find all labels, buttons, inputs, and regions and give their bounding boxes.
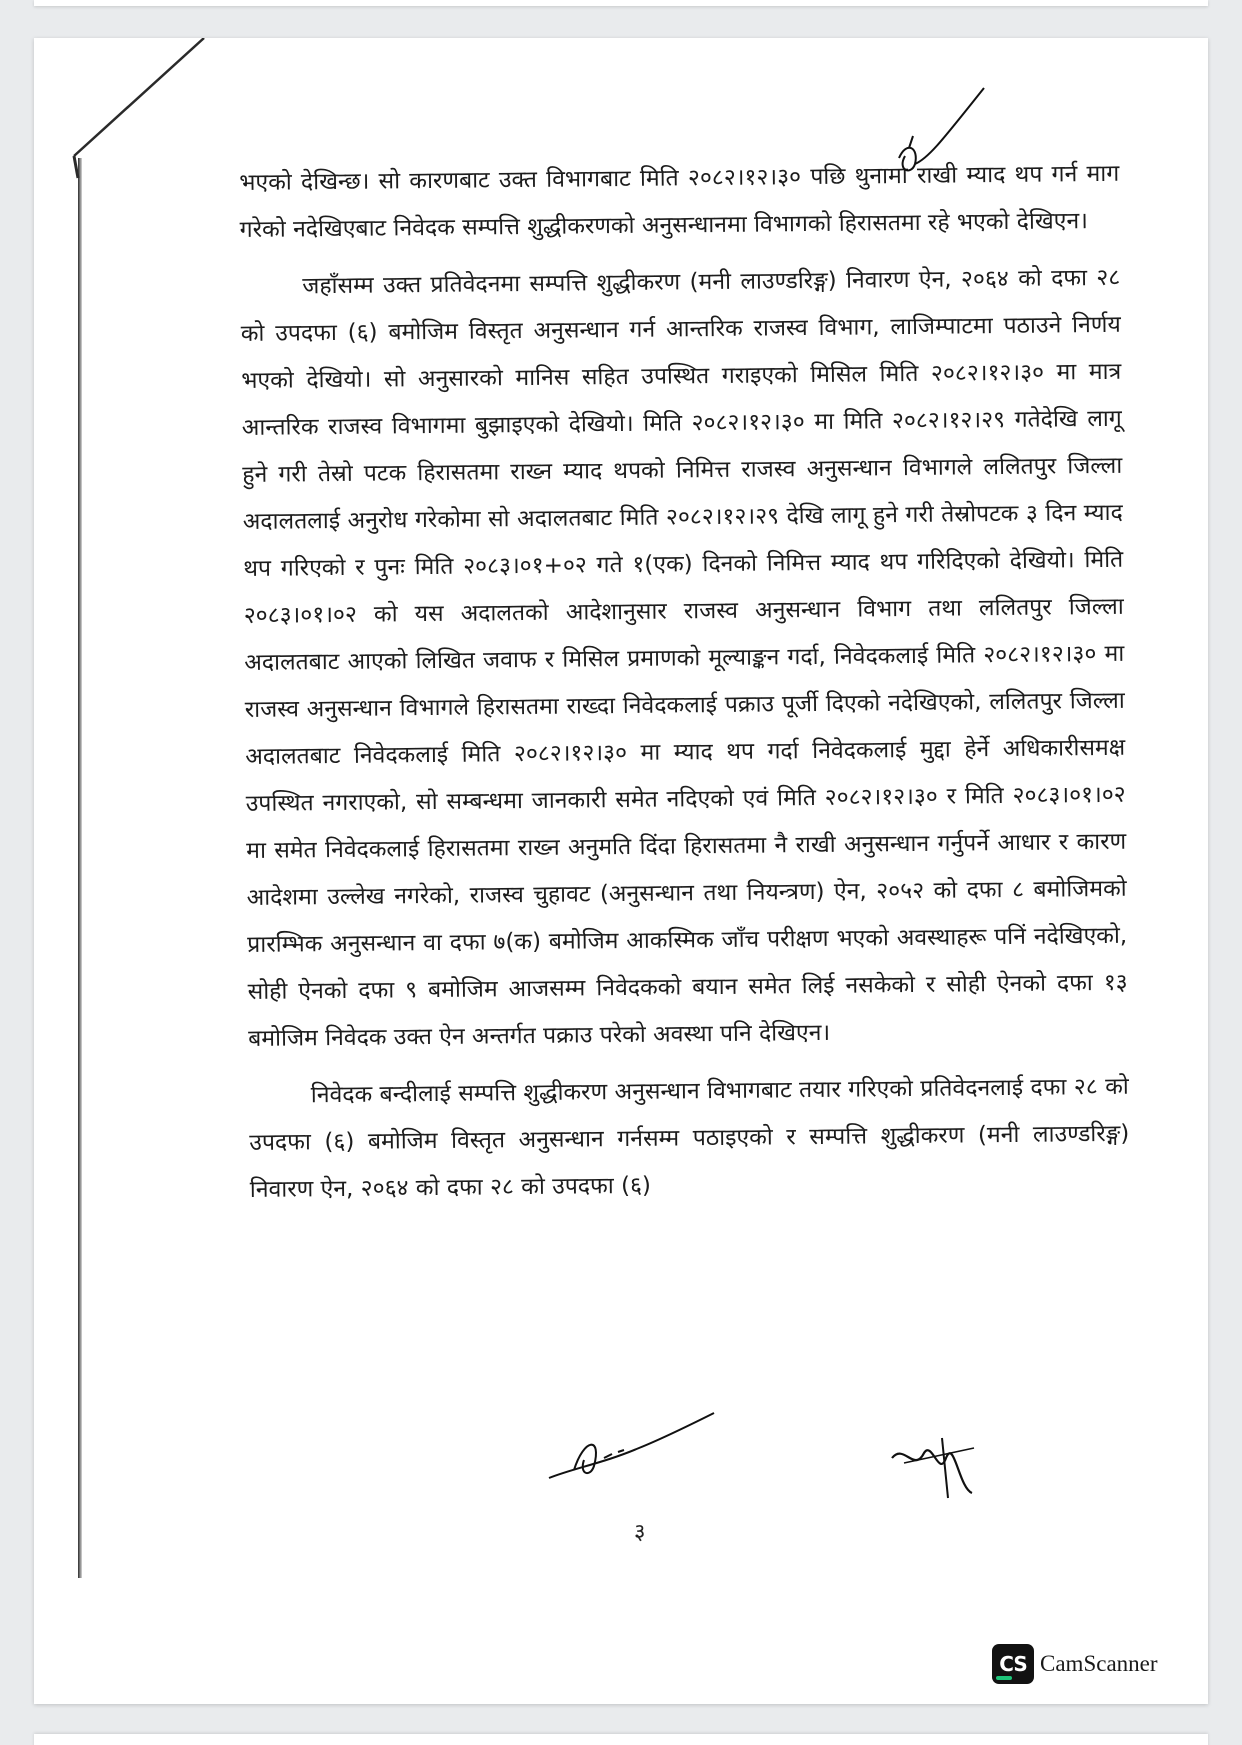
paragraph-3: निवेदक बन्दीलाई सम्पत्ति शुद्धीकरण अनुसन्धान विभागबाट तयार गरिएको प्रतिवेदनलाई दफा २८ को उपदफा (६) बमोजिम विस्तृत अनुसन्धान गर्नसम्म पठाइएको र सम्पत्ति शुद्धीकरण (मनी लाउण्डरिङ्ग) निवारण ऐन, २०६४ को दफा २८ को उपदफा (६) <box>249 1073 1130 1203</box>
handwritten-signature-left <box>544 1408 719 1488</box>
handwritten-signature-right <box>884 1418 994 1503</box>
next-page-edge[interactable] <box>34 1734 1208 1745</box>
scan-edge-shadow <box>78 158 82 1578</box>
camscanner-logo-icon: CS <box>992 1644 1034 1684</box>
camscanner-watermark <box>992 1644 1158 1684</box>
paragraph-1: भएको देखिन्छ। सो कारणबाट उक्त विभागबाट मिति २०८२।१२।३० पछि थुनामा राखी म्याद थप गर्न माग गरेको नदेखिएबाट निवेदक सम्पत्ति शुद्धीकरणको अनुसन्धानमा विभागको हिरासतमा रहे भएको देखिएन। <box>239 160 1120 243</box>
camscanner-brand-text: CamScanner <box>1040 1651 1158 1676</box>
paragraph-2: जहाँसम्म उक्त प्रतिवेदनमा सम्पत्ति शुद्धीकरण (मनी लाउण्डरिङ्ग) निवारण ऐन, २०६४ को दफा २८ को उपदफा (६) बमोजिम विस्तृत अनुसन्धान गर्न आन्तरिक राजस्व विभाग, लाजिम्पाटमा पठाउने निर्णय भएको देखियो। सो अनुसारको मानिस सहित उपस्थित गराइएको मिसिल मिति २०८२।१२।३० मा मात्र आन्तरिक राजस्व विभागमा बुझाइएको देखियो। मिति २०८२।१२।३० मा मिति २०८२।१२।२९ गतेदेखि लागू हुने गरी तेस्रो पटक हिरासतमा राख्न म्याद थपको निमित्त राजस्व अनुसन्धान विभागले ललितपुर जिल्ला अदालतलाई अनुरोध गरेकोमा सो अदालतबाट मिति २०८२।१२।२९ देखि लागू हुने गरी तेस्रोपटक ३ दिन म्याद थप गरिएको र पुनः मिति २०८३।०१+०२ गते १(एक) दिनको निमित्त म्याद थप गरिदिएको देखियो। मिति २०८३।०१।०२ को यस अदालतको आदेशानुसार राजस्व अनुसन्धान विभाग तथा ललितपुर जिल्ला अदालतबाट आएको लिखित जवाफ र मिसिल प्रमाणको मूल्याङ्कन गर्दा, निवेदकलाई मिति २०८२।१२।३० मा राजस्व अनुसन्धान विभागले हिरासतमा राख्दा निवेदकलाई पक्राउ पूर्जी दिएको नदेखिएको, ललितपुर जिल्ला अदालतबाट निवेदकलाई मिति २०८२।१२।३० मा म्याद थप गर्दा निवेदकलाई मुद्दा हेर्ने अधिकारीसमक्ष उपस्थित नगराएको, सो सम्बन्धमा जानकारी समेत नदिएको एवं मिति २०८२।१२।३० र मिति २०८३।०१।०२ मा समेत निवेदकलाई हिरासतमा राख्न अनुमति दिंदा हिरासतमा नै राखी अनुसन्धान गर्नुपर्ने आधार र कारण आदेशमा उल्लेख नगरेको, राजस्व चुहावट (अनुसन्धान तथा नियन्त्रण) ऐन, २०५२ को दफा ८ बमोजिमको प्रारम्भिक अनुसन्धान वा दफा ७(क) बमोजिम आकस्मिक जाँच परीक्षण भएको अवस्थाहरू पनिं नदेखिएको, सोही ऐनको दफा ९ बमोजिम आजसम्म निवेदकको बयान समेत लिई नसकेको र सोही ऐनको दफा १३ बमोजिम निवेदक उक्त ऐन अन्तर्गत पक्राउ परेको अवस्था पनि देखिएन। <box>240 264 1128 1052</box>
page-number: ३ <box>634 1520 646 1545</box>
scanned-page <box>34 38 1208 1704</box>
document-body <box>239 151 1130 1224</box>
handwritten-initial-top <box>889 78 999 188</box>
previous-page-edge[interactable] <box>34 0 1208 6</box>
